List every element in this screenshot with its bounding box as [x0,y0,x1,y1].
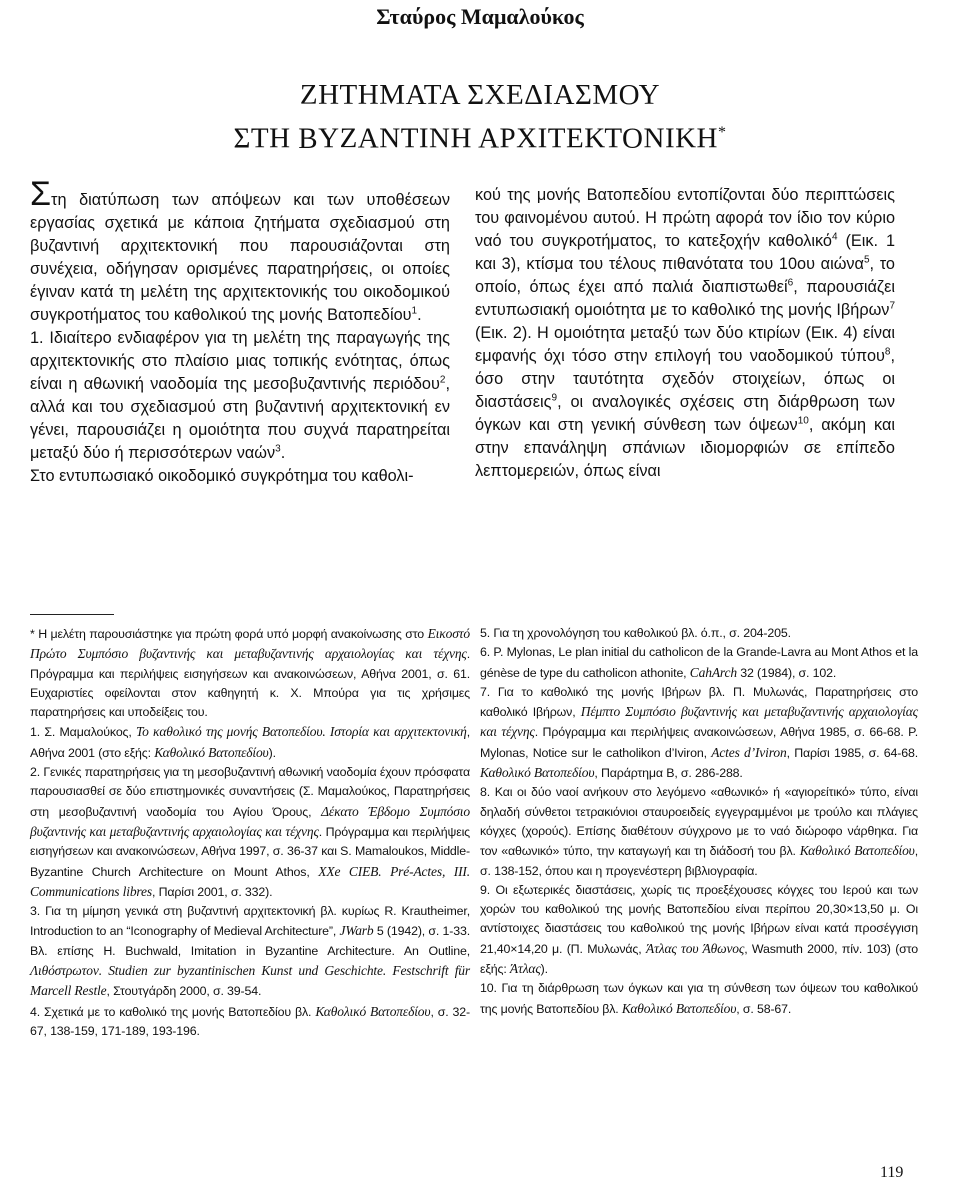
footnotes-right [480,624,918,1019]
footnote-6: 6. P. Mylonas, Le plan initial du catholicon de la Grande-Lavra au Mont Athos et la génèse de type du catholicon athonite, CahArch 32 (1984), σ. 102. [480,645,918,680]
footnote-5: 5. Για τη χρονολόγηση του καθολικού βλ. ό.π., σ. 204-205. [480,626,791,640]
title-line-1: ΖΗΤΗΜΑΤΑ ΣΧΕΔΙΑΣΜΟΥ [299,79,661,111]
footnote-ref: 2 [439,374,446,386]
footnote-ref: 3 [275,443,281,455]
footnote-star: * Η μελέτη παρουσιάστηκε για πρώτη φορά υπό μορφή ανακοίνωσης στο Εικοστό Πρώτο Συμπόσιο βυζαντινής και μεταβυζαντινής αρχαιολογίας και τέχνης. Πρόγραμμα και περιλήψεις εισηγήσεων και ανακοινώσεων, Αθήνα 2001, σ. 61. Ευχαριστίες οφείλονται στον καθηγητή κ. Χ. Μπούρα για τις χρήσιμες παρατηρήσεις και υποδείξεις του. [30,626,470,720]
paragraph-continued: Στο εντυπωσιακό οικοδομικό συγκρότημα του καθολι- [30,467,414,485]
paragraph-continuation: κού της μονής Βατοπεδίου εντοπίζονται δύο περιπτώσεις του φαινομένου αυτού. Η πρώτη αφορά τον ίδιο τον κύριο ναό του συγκροτήματος, το κατεξοχήν καθολικό$^4$ (Εικ. 1 και 3), κτίσμα του τέλους πιθανότατα του 10ου αιώνα$^5$, το οποίο, όπως έχει από παλιά διαπιστωθεί$^6$, παρουσιάζει εντυπωσιακή ομοιότητα με το καθολικό της μονής Ιβήρων$^7$ (Εικ. 2). Η ομοιότητα μεταξύ των δύο κτιρίων (Εικ. 4) είναι εμφανής όχι τόσο στην επιλογή του ναοδομικού τύπου$^8$, όσο στην ταυτότητα σχεδόν στοιχείων, όπως οι διαστάσεις$^9$, οι αναλογικές σχέσεις στη διάρθρωση των όγκων και στη γενική σύνθεση των όψεων$^{10}$, ακόμη και στην επανάληψη σπάνιων ιδιομορφιών σε επίπεδο λεπτομερειών, όπως είναι [475,186,896,480]
drop-cap: Σ [30,175,52,213]
body-column-right [475,184,895,483]
footnote-ref: 4 [831,231,838,243]
footnote-3: 3. Για τη μίμηση γενικά στη βυζαντινή αρχιτεκτονική βλ. κυρίως R. Krautheimer, Introduction to an “Iconography of Medieval Architecture”, JWarb 5 (1942), σ. 1-33. Βλ. επίσης H. Buchwald, Imitation in Byzantine Architecture. An Outline, Λιθόστρωτον. Studien zur byzantinischen Kunst und Geschichte. Festschrift für Marcell Restle, Στουτγάρδη 2000, σ. 39-54. [30,904,470,999]
paragraph-intro: Στη διατύπωση των απόψεων και των υποθέσεων εργασίας σχετικά με κάποια ζητήματα σχεδιασμού στη βυζαντινή αρχιτεκτονική που παρουσιάζονται στη συνέχεια, οδήγησαν ορισμένες παρατηρήσεις, οι οποίες έγιναν κατά τη μελέτη της αρχιτεκτονικής του οικοδομικού συγκροτήματος του καθολικού της μονής Βατοπεδίου$^1$. [30,175,450,324]
footnote-ref: 10 [797,415,809,427]
footnote-ref: 7 [889,300,895,312]
footnote-separator [30,614,114,615]
footnotes-left [30,624,470,1041]
footnote-8: 8. Και οι δύο ναοί ανήκουν στο λεγόμενο «αθωνικό» ή «αγιορείτικό» τύπο, είναι δηλαδή σύνθετοι τετρακιόνιοι σταυροειδείς εγγεγραμμένοι με τρούλο και πλάγιες κόγχες (χορούς). Επίσης διαθέτουν σύγχρονο με το ναό διώροφο νάρθηκα. Για τον «αθωνικό» τύπο, την καταγωγή και τη διάδοσή του βλ. Καθολικό Βατοπεδίου, σ. 138-152, όπου και η προγενέστερη βιβλιογραφία. [480,785,919,878]
footnote-4: 4. Σχετικά με το καθολικό της μονής Βατοπεδίου βλ. Καθολικό Βατοπεδίου, σ. 32-67, 138-159, 171-189, 193-196. [30,1003,471,1038]
footnote-ref: 1 [411,305,418,317]
footnote-ref: 5 [863,254,870,266]
footnote-ref: 9 [551,392,558,404]
footnote-ref: 8 [884,346,891,358]
title-line-2: ΣΤΗ ΒΥΖΑΝΤΙΝΗ ΑΡΧΙΤΕΚΤΟΝΙΚΗ* [233,122,727,155]
footnote-7: 7. Για το καθολικό της μονής Ιβήρων βλ. Π. Μυλωνάς, Παρατηρήσεις στο καθολικό Ιβήρων, Πέμπτο Συμπόσιο βυζαντινής και μεταβυζαντινής αρχαιολογίας και τέχνης. Πρόγραμμα και περιλήψεις ανακοινώσεων, Αθήνα 1985, σ. 66-68. P. Mylonas, Notice sur le catholikon d’Iviron, Actes d’Iviron, Παρίσι 1985, σ. 64-68. Καθολικό Βατοπεδίου, Παράρτημα Β, σ. 286-288. [480,684,919,781]
footnote-9: 9. Οι εξωτερικές διαστάσεις, χωρίς τις προεξέχουσες κόγχες του Ιερού και των χορών του καθολικού της μονής Βατοπεδίου είναι περίπου 20,30×13,50 μ. Οι αντίστοιχες διαστάσεις του καθολικού της μονής Ιβήρων είναι κατά προσέγγιση 21,40×14,20 μ. (Π. Μυλωνάς, Άτλας του Άθωνος, Wasmuth 2000, πίν. 103) (στο εξής: Άτλας). [480,882,918,977]
title-footnote-mark: * [717,124,727,141]
body-column-left [30,175,450,488]
paragraph-section-1: 1. Ιδιαίτερο ενδιαφέρον για τη μελέτη της παραγωγής της αρχιτεκτονικής στο πλαίσιο μιας τοπικής ενότητας, όπως είναι η αθωνική ναοδομία της μεσοβυζαντινής περιόδου$^2$, αλλά και του σχεδιασμού στη βυζαντινή αρχιτεκτονική εν γένει, παρουσιάζει η ομοιότητα που συχνά παρατηρείται μεταξύ δύο ή περισσότερων ναών$^3$. [30,329,450,462]
footnote-1: 1. Σ. Μαμαλούκος, Το καθολικό της μονής Βατοπεδίου. Ιστορία και αρχιτεκτονική, Αθήνα 2001 (στο εξής: Καθολικό Βατοπεδίου). [30,724,471,760]
footnote-10: 10. Για τη διάρθρωση των όγκων και για τη σύνθεση των όψεων του καθολικού της μονής Βατοπεδίου βλ. Καθολικό Βατοπεδίου, σ. 58-67. [480,981,918,1016]
article-title [0,76,960,158]
footnote-2: 2. Γενικές παρατηρήσεις για τη μεσοβυζαντινή αθωνική ναοδομία έχουν πρόσφατα παρουσιασθεί σε δύο επιστημονικές συναντήσεις (Σ. Μαμαλούκος, Παρατηρήσεις στη μεσοβυζαντινή ναοδομία του Αγίου Όρους, Δέκατο Έβδομο Συμπόσιο βυζαντινής και μεταβυζαντινής αρχαιολογίας και τέχνης. Πρόγραμμα και περιλήψεις εισηγήσεων και ανακοινώσεων, Αθήνα 1997, σ. 36-37 και S. Mamaloukos, Middle-Byzantine Church Architecture on Mount Athos, XXe CIEB. Pré-Actes, III. Communications libres, Παρίσι 2001, σ. 332). [30,765,471,899]
footnote-ref: 6 [787,277,794,289]
page-number: 119 [880,1164,904,1181]
author-name: Σταύρος Μαμαλούκος [376,4,584,29]
